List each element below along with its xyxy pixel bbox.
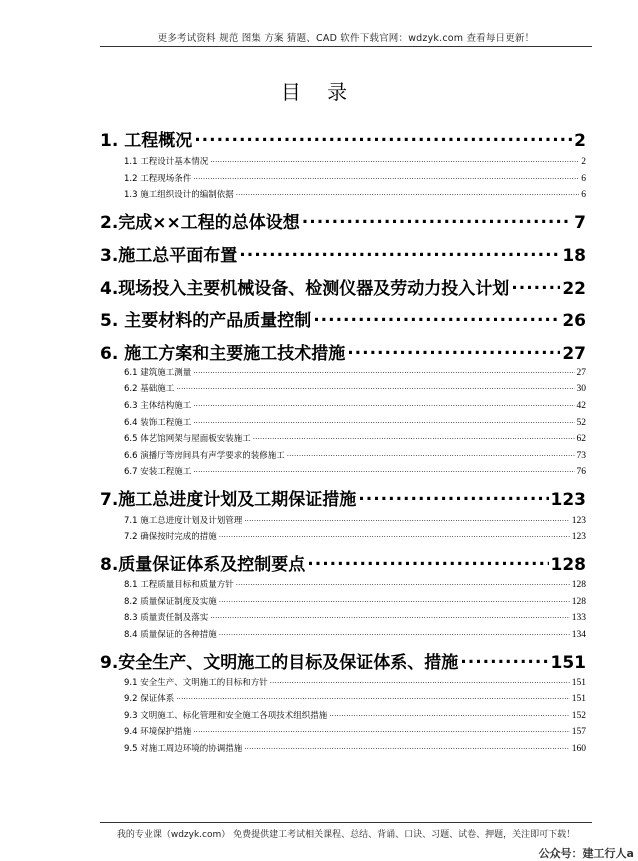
toc-section-entry[interactable]: [124, 154, 586, 167]
toc-leader-dots: [244, 513, 570, 523]
toc-page-number: 123: [571, 516, 586, 526]
toc-section-entry[interactable]: [124, 431, 586, 444]
toc-entry-label: 8.3 质量责任制及落实: [124, 613, 209, 623]
toc-entry-label: 6.6 演播厅等房间具有声学要求的装修施工: [124, 451, 285, 461]
page-footer: 我的专业课（wdzyk.com） 免费提供建工考试相关课程、总结、背诵、口诀、习题、试卷、押题，关注即可下载！: [116, 830, 576, 840]
toc-entry-label: 6.3 主体结构施工: [124, 401, 192, 411]
toc-leader-dots: [219, 529, 570, 539]
toc-page-number: 26: [562, 311, 586, 331]
toc-page-number: 27: [576, 368, 586, 378]
toc-page-number: 151: [550, 653, 586, 673]
toc-page-number: 160: [571, 744, 586, 754]
toc-section-entry[interactable]: [124, 594, 586, 607]
footer-divider: [100, 822, 592, 823]
toc-entry-label: 9.3 文明施工、标化管理和安全施工各项技术组织措施: [124, 711, 328, 721]
page-header: 更多考试资料 规范 图集 方案 猜题、CAD 软件下载官网：wdzyk.com 查看每日更新！: [157, 33, 535, 44]
toc-page-number: 123: [550, 490, 586, 510]
toc-entry-label: 6.5 体艺馆网架与屋面板安装施工: [124, 434, 251, 444]
toc-leader-dots: [210, 154, 579, 164]
header-divider: [100, 46, 592, 47]
toc-leader-dots: [511, 276, 560, 294]
toc-page-number: 157: [571, 727, 586, 737]
toc-leader-dots: [219, 594, 570, 604]
toc-section-entry[interactable]: [124, 464, 586, 477]
toc-entry-label: 9.4 环境保护措施: [124, 727, 192, 737]
toc-section-entry[interactable]: [124, 708, 586, 721]
toc-leader-dots: [194, 128, 572, 146]
toc-leader-dots: [176, 381, 574, 391]
toc-entry-label: 7.2 确保按时完成的措施: [124, 532, 217, 542]
toc-page-number: 22: [562, 279, 586, 299]
toc-page-number: 73: [576, 451, 586, 461]
toc-leader-dots: [193, 724, 570, 734]
toc-entry-label: 6.4 装饰工程施工: [124, 418, 192, 428]
toc-chapter-entry[interactable]: [100, 648, 586, 673]
toc-section-entry[interactable]: [124, 448, 586, 461]
toc-page-number: 27: [562, 344, 586, 364]
toc-chapter-entry[interactable]: [100, 208, 586, 233]
toc-section-entry[interactable]: [124, 365, 586, 378]
toc-chapter-entry[interactable]: [100, 306, 586, 331]
toc-leader-dots: [244, 741, 570, 751]
toc-entry-label: 8.2 质量保证制度及实施: [124, 597, 217, 607]
toc-leader-dots: [239, 243, 560, 261]
toc-page-number: 52: [576, 418, 586, 428]
toc-page-number: 152: [571, 711, 586, 721]
toc-entry-label: 3.施工总平面布置: [100, 246, 238, 266]
toc-entry-label: 6.7 安装工程施工: [124, 467, 192, 477]
toc-entry-label: 6.1 建筑施工测量: [124, 368, 192, 378]
toc-section-entry[interactable]: [124, 675, 586, 688]
toc-entry-label: 6. 施工方案和主要施工技术措施: [100, 344, 346, 364]
toc-leader-dots: [193, 464, 574, 474]
toc-page-number: 2: [574, 131, 586, 151]
toc-leader-dots: [210, 610, 570, 620]
toc-section-entry[interactable]: [124, 627, 586, 640]
toc-leader-dots: [236, 577, 570, 587]
toc-page-number: 76: [576, 467, 586, 477]
toc-leader-dots: [307, 552, 548, 570]
toc-chapter-entry[interactable]: [100, 126, 586, 151]
toc-page-number: 128: [571, 580, 586, 590]
toc-section-entry[interactable]: [124, 529, 586, 542]
toc-entry-label: 4.现场投入主要机械设备、检测仪器及劳动力投入计划: [100, 279, 510, 299]
toc-entry-label: 8.4 质量保证的各种措施: [124, 630, 217, 640]
toc-leader-dots: [193, 415, 574, 425]
toc-leader-dots: [347, 341, 560, 359]
toc-section-entry[interactable]: [124, 513, 586, 526]
toc-entry-label: 9.2 保证体系: [124, 694, 175, 704]
toc-section-entry[interactable]: [124, 398, 586, 411]
toc-leader-dots: [176, 691, 570, 701]
toc-entry-label: 1.1 工程设计基本情况: [124, 157, 209, 167]
toc-page-number: 151: [571, 694, 586, 704]
toc-leader-dots: [193, 171, 579, 181]
toc-leader-dots: [193, 365, 574, 375]
toc-leader-dots: [253, 431, 575, 441]
toc-leader-dots: [193, 398, 574, 408]
toc-section-entry[interactable]: [124, 187, 586, 200]
toc-section-entry[interactable]: [124, 171, 586, 184]
toc-chapter-entry[interactable]: [100, 274, 586, 299]
toc-section-entry[interactable]: [124, 610, 586, 623]
toc-page-number: 30: [576, 384, 586, 394]
toc-page-number: 123: [571, 532, 586, 542]
watermark: 公众号：建工行人a: [538, 847, 634, 860]
toc-chapter-entry[interactable]: [100, 241, 586, 266]
toc-leader-dots: [302, 210, 572, 228]
toc-chapter-entry[interactable]: [100, 339, 586, 364]
toc-page-number: 151: [571, 678, 586, 688]
toc-page-number: 128: [571, 597, 586, 607]
toc-entry-label: 8.1 工程质量目标和质量方针: [124, 580, 234, 590]
toc-page-number: 2: [581, 157, 586, 167]
toc-page-number: 42: [576, 401, 586, 411]
toc-section-entry[interactable]: [124, 691, 586, 704]
toc-leader-dots: [358, 487, 548, 505]
toc-leader-dots: [313, 308, 560, 326]
toc-leader-dots: [236, 187, 580, 197]
document-title: 目 录: [280, 80, 358, 104]
toc-chapter-entry[interactable]: [100, 485, 586, 510]
toc-entry-label: 9.5 对施工周边环境的协调措施: [124, 744, 243, 754]
toc-page-number: 6: [581, 190, 586, 200]
toc-leader-dots: [287, 448, 575, 458]
toc-leader-dots: [270, 675, 570, 685]
toc-page-number: 134: [571, 630, 586, 640]
toc-leader-dots: [460, 650, 548, 668]
toc-section-entry[interactable]: [124, 577, 586, 590]
toc-entry-label: 7.施工总进度计划及工期保证措施: [100, 490, 357, 510]
toc-page-number: 7: [574, 213, 586, 233]
toc-leader-dots: [329, 708, 570, 718]
toc-chapter-entry[interactable]: [100, 550, 586, 575]
toc-page-number: 62: [576, 434, 586, 444]
toc-section-entry[interactable]: [124, 381, 586, 394]
toc-page-number: 18: [562, 246, 586, 266]
toc-entry-label: 8.质量保证体系及控制要点: [100, 555, 306, 575]
toc-entry-label: 1.3 施工组织设计的编制依据: [124, 190, 234, 200]
toc-entry-label: 7.1 施工总进度计划及计划管理: [124, 516, 243, 526]
toc-page-number: 6: [581, 174, 586, 184]
toc-leader-dots: [219, 627, 570, 637]
toc-entry-label: 1. 工程概况: [100, 131, 193, 151]
toc-section-entry[interactable]: [124, 415, 586, 428]
toc-section-entry[interactable]: [124, 724, 586, 737]
toc-page-number: 128: [550, 555, 586, 575]
toc-entry-label: 1.2 工程现场条件: [124, 174, 192, 184]
toc-page-number: 133: [571, 613, 586, 623]
toc-entry-label: 6.2 基础施工: [124, 384, 175, 394]
toc-entry-label: 2.完成××工程的总体设想: [100, 213, 300, 233]
toc-entry-label: 5. 主要材料的产品质量控制: [100, 311, 312, 331]
toc-section-entry[interactable]: [124, 741, 586, 754]
toc-entry-label: 9.安全生产、文明施工的目标及保证体系、措施: [100, 653, 459, 673]
toc-entry-label: 9.1 安全生产、文明施工的目标和方针: [124, 678, 268, 688]
